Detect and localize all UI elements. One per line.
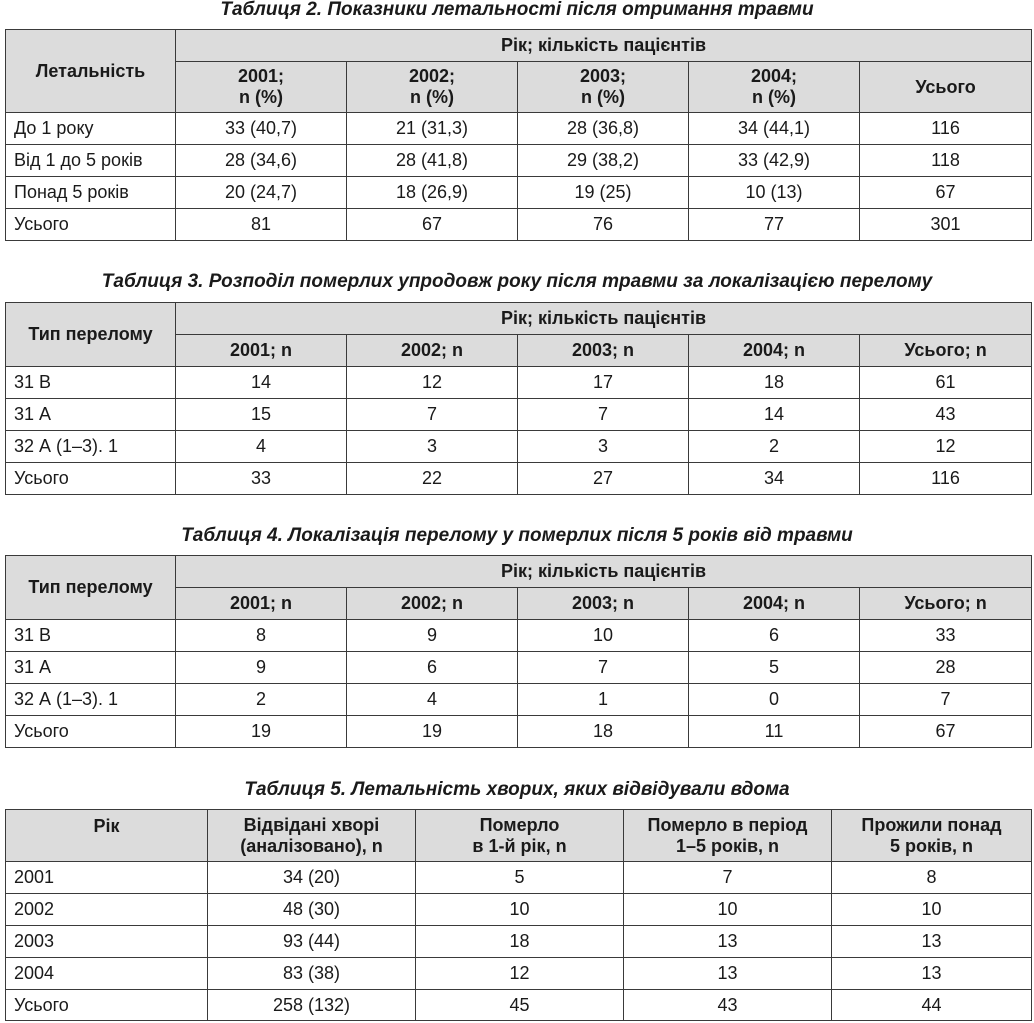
row-label: 2002 [6,894,208,926]
table4-row-header: Тип перелому [6,556,176,620]
table5-col-header: Померло в період 1–5 років, n [624,810,832,862]
table-cell: 7 [624,862,832,894]
table2-col-header: Усього [860,62,1032,113]
table-cell: 29 (38,2) [518,145,689,177]
table-cell: 18 [689,367,860,399]
table-cell: 17 [518,367,689,399]
table-cell: 10 [416,894,624,926]
table-row [6,926,1032,958]
table-cell: 33 (42,9) [689,145,860,177]
table-cell: 34 [689,463,860,495]
table5-col-header: Рік [6,810,208,862]
table-row [6,463,1032,495]
table-row [6,684,1032,716]
table5-caption: Таблиця 5. Летальність хворих, яких відвідували вдома [244,779,790,800]
table-cell: 43 [860,399,1032,431]
table-cell: 28 (41,8) [347,145,518,177]
row-label: 32 А (1–3). 1 [6,431,176,463]
table3-col-header: 2003; n [518,335,689,367]
table-cell: 301 [860,209,1032,241]
table-cell: 83 (38) [208,958,416,990]
table-cell: 7 [860,684,1032,716]
table5 [5,809,1032,1021]
row-label: До 1 року [6,113,176,145]
table-cell: 43 [624,990,832,1021]
table-row [6,113,1032,145]
table-cell: 10 [832,894,1032,926]
row-label: 2003 [6,926,208,958]
table-cell: 67 [347,209,518,241]
table-row [6,620,1032,652]
table-cell: 18 [518,716,689,748]
table4 [5,555,1032,748]
table-cell: 12 [860,431,1032,463]
table3-caption: Таблиця 3. Розподіл померлих упродовж року після травми за локалізацією перелому [101,271,933,292]
table-cell: 10 [518,620,689,652]
table4-caption: Таблиця 4. Локалізація перелому у померлих після 5 років від травми [181,525,853,546]
table5-col-header: Прожили понад 5 років, n [832,810,1032,862]
table2-col-header: 2002; n (%) [347,62,518,113]
table-cell: 3 [518,431,689,463]
table-row [6,431,1032,463]
table4-col-header: 2004; n [689,588,860,620]
table3-col-header: Усього; n [860,335,1032,367]
table-cell: 67 [860,716,1032,748]
table-cell: 15 [176,399,347,431]
row-label: Понад 5 років [6,177,176,209]
row-label: Усього [6,463,176,495]
table2-col-header: 2003; n (%) [518,62,689,113]
table-cell: 61 [860,367,1032,399]
table2-group-header: Рік; кількість пацієнтів [176,30,1032,62]
table-cell: 8 [832,862,1032,894]
table-cell: 19 [176,716,347,748]
table4-col-header: 2003; n [518,588,689,620]
table-cell: 27 [518,463,689,495]
table-cell: 81 [176,209,347,241]
table-cell: 118 [860,145,1032,177]
table-row [6,652,1032,684]
row-label: 31 А [6,652,176,684]
table2 [5,29,1032,241]
row-label: Від 1 до 5 років [6,145,176,177]
table-cell: 10 [624,894,832,926]
table-row [6,958,1032,990]
table-cell: 6 [689,620,860,652]
table-cell: 12 [347,367,518,399]
table-cell: 13 [624,958,832,990]
table-cell: 8 [176,620,347,652]
table-cell: 12 [416,958,624,990]
table-cell: 7 [347,399,518,431]
table-cell: 13 [832,958,1032,990]
table-cell: 33 (40,7) [176,113,347,145]
table-cell: 4 [176,431,347,463]
table3 [5,302,1032,495]
table-row [6,145,1032,177]
table-cell: 13 [832,926,1032,958]
table-row [6,177,1032,209]
table-cell: 3 [347,431,518,463]
table-cell: 2 [689,431,860,463]
table5-col-header: Померло в 1-й рік, n [416,810,624,862]
table-cell: 13 [624,926,832,958]
table-row [6,990,1032,1021]
table-cell: 48 (30) [208,894,416,926]
table-cell: 0 [689,684,860,716]
table3-col-header: 2004; n [689,335,860,367]
table-cell: 9 [347,620,518,652]
table-cell: 5 [689,652,860,684]
table2-col-header: 2001; n (%) [176,62,347,113]
row-label: 31 В [6,620,176,652]
table-cell: 93 (44) [208,926,416,958]
table-cell: 14 [176,367,347,399]
table-cell: 33 [176,463,347,495]
table-cell: 5 [416,862,624,894]
table4-col-header: 2002; n [347,588,518,620]
table-cell: 44 [832,990,1032,1021]
table2-col-header: 2004; n (%) [689,62,860,113]
table-cell: 18 [416,926,624,958]
table-cell: 76 [518,209,689,241]
table-cell: 7 [518,652,689,684]
table-cell: 77 [689,209,860,241]
table-cell: 7 [518,399,689,431]
table-cell: 4 [347,684,518,716]
row-label: 31 А [6,399,176,431]
table-cell: 22 [347,463,518,495]
row-label: Усього [6,209,176,241]
table-cell: 1 [518,684,689,716]
table-cell: 6 [347,652,518,684]
table4-group-header: Рік; кількість пацієнтів [176,556,1032,588]
table-row [6,894,1032,926]
table-cell: 19 [347,716,518,748]
table-cell: 45 [416,990,624,1021]
row-label: 2004 [6,958,208,990]
table2-caption: Таблиця 2. Показники летальності після отримання травми [220,0,814,20]
table-cell: 258 (132) [208,990,416,1021]
table-cell: 11 [689,716,860,748]
table-cell: 9 [176,652,347,684]
table-row [6,209,1032,241]
table-cell: 116 [860,113,1032,145]
row-label: Усього [6,716,176,748]
table-row [6,367,1032,399]
row-label: Усього [6,990,208,1021]
row-label: 32 А (1–3). 1 [6,684,176,716]
table-cell: 34 (44,1) [689,113,860,145]
table-cell: 33 [860,620,1032,652]
table-cell: 28 (34,6) [176,145,347,177]
table-cell: 14 [689,399,860,431]
table3-row-header: Тип перелому [6,303,176,367]
table-cell: 20 (24,7) [176,177,347,209]
table4-col-header: 2001; n [176,588,347,620]
table3-col-header: 2002; n [347,335,518,367]
row-label: 2001 [6,862,208,894]
table-cell: 21 (31,3) [347,113,518,145]
table3-group-header: Рік; кількість пацієнтів [176,303,1032,335]
table-row [6,862,1032,894]
table-cell: 28 (36,8) [518,113,689,145]
table-cell: 10 (13) [689,177,860,209]
table-row [6,716,1032,748]
table-row [6,399,1032,431]
table-cell: 116 [860,463,1032,495]
table-cell: 67 [860,177,1032,209]
table-cell: 28 [860,652,1032,684]
table-cell: 2 [176,684,347,716]
table-cell: 34 (20) [208,862,416,894]
table3-col-header: 2001; n [176,335,347,367]
table5-col-header: Відвідані хворі (аналізовано), n [208,810,416,862]
row-label: 31 В [6,367,176,399]
table-cell: 19 (25) [518,177,689,209]
table2-row-header: Летальність [6,30,176,113]
table4-col-header: Усього; n [860,588,1032,620]
table-cell: 18 (26,9) [347,177,518,209]
